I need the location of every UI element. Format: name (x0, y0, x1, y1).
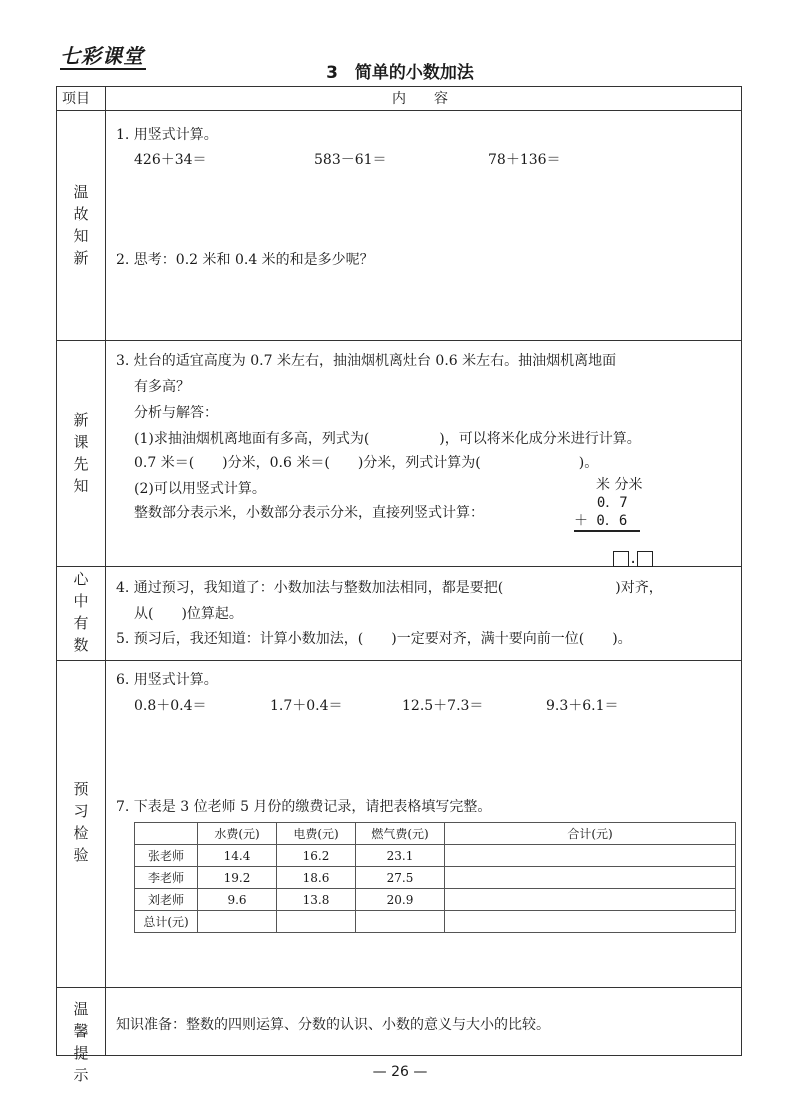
section-divider (56, 340, 742, 341)
header-item: 项目 (62, 91, 90, 107)
table-cell-blank[interactable] (277, 911, 356, 933)
answer-box-decimal[interactable] (637, 551, 653, 567)
table-cell-blank[interactable] (356, 911, 445, 933)
question-1-expr-2: 583－61＝ (314, 152, 387, 168)
answer-decimal-point: . (628, 551, 638, 567)
header-divider (56, 110, 742, 111)
section-label-char: 检 (73, 824, 89, 842)
question-3-line-5: 0.7 米＝( )分米，0.6 米＝( )分米，列式计算为( )。 (134, 455, 599, 471)
question-3-line-6: (2)可以用竖式计算。 (134, 481, 266, 497)
question-6-label: 6. 用竖式计算。 (116, 672, 218, 688)
question-3-line-7: 整数部分表示米，小数部分表示分米，直接列竖式计算： (134, 505, 484, 521)
question-3-line-3: 分析与解答： (134, 405, 218, 421)
table-cell: 27.5 (356, 867, 445, 889)
table-header-cell: 电费(元) (277, 823, 356, 845)
section-label-char: 数 (73, 636, 89, 654)
question-4-line-1: 4. 通过预习，我知道了：小数加法与整数加法相同，都是要把( )对齐， (116, 580, 663, 596)
section-label-new (57, 409, 105, 497)
table-cell: 李老师 (135, 867, 198, 889)
column-divider (105, 86, 106, 1056)
question-3-line-2: 有多高？ (134, 379, 190, 395)
section-label-char: 习 (73, 802, 89, 820)
question-6-expr-2: 1.7＋0.4＝ (270, 698, 343, 714)
vertical-calc-header: 米 分米 (596, 477, 643, 493)
question-6-expr-4: 9.3＋6.1＝ (546, 698, 619, 714)
vertical-calc-row-2: ＋ 0．6 (574, 513, 628, 529)
section-label-check (57, 778, 105, 866)
table-cell: 9.6 (198, 889, 277, 911)
table-cell: 刘老师 (135, 889, 198, 911)
section-label-char: 馨 (73, 1022, 89, 1040)
table-cell: 16.2 (277, 845, 356, 867)
table-header-cell: 合计(元) (445, 823, 736, 845)
table-row (135, 911, 736, 933)
section-label-char: 课 (73, 433, 89, 451)
page-number: — 26 — (372, 1064, 428, 1080)
section-label-char: 有 (73, 614, 89, 632)
section-label-review (57, 181, 105, 269)
section-label-char: 提 (73, 1044, 89, 1062)
table-header-cell: 燃气费(元) (356, 823, 445, 845)
section-label-char: 中 (73, 592, 89, 610)
header-content: 内 容 (392, 91, 448, 107)
section-label-char: 温 (73, 1000, 89, 1018)
table-cell-blank[interactable] (445, 867, 736, 889)
page-title: 3 简单的小数加法 (326, 63, 474, 83)
table-header-row (135, 823, 736, 845)
table-row (135, 889, 736, 911)
section-label-char: 预 (73, 780, 89, 798)
question-1-expr-3: 78＋136＝ (488, 152, 561, 168)
answer-box-integer[interactable] (613, 551, 629, 567)
question-6-expr-1: 0.8＋0.4＝ (134, 698, 207, 714)
table-row (135, 845, 736, 867)
table-cell: 总计(元) (135, 911, 198, 933)
vertical-calc-row-1: 0．7 (580, 495, 628, 511)
tip-text: 知识准备：整数的四则运算、分数的认识、小数的意义与大小的比较。 (116, 1017, 550, 1033)
table-header-cell: 水费(元) (198, 823, 277, 845)
table-cell: 13.8 (277, 889, 356, 911)
table-row (135, 867, 736, 889)
table-cell: 张老师 (135, 845, 198, 867)
table-cell-blank[interactable] (445, 911, 736, 933)
table-cell-blank[interactable] (445, 845, 736, 867)
table-header-cell (135, 823, 198, 845)
table-cell: 18.6 (277, 867, 356, 889)
table-cell: 14.4 (198, 845, 277, 867)
fee-table (134, 822, 736, 933)
section-label-char: 知 (73, 227, 89, 245)
question-5: 5. 预习后，我还知道：计算小数加法，( )一定要对齐，满十要向前一位( )。 (116, 631, 632, 647)
vertical-calc-answer (596, 532, 653, 568)
question-2: 2. 思考：0.2 米和 0.4 米的和是多少呢？ (116, 252, 374, 268)
section-label-char: 故 (73, 205, 89, 223)
section-divider (56, 660, 742, 661)
section-label-char: 先 (73, 455, 89, 473)
question-1-expr-1: 426＋34＝ (134, 152, 207, 168)
section-label-char: 心 (73, 570, 89, 588)
section-label-char: 验 (73, 846, 89, 864)
section-label-mind (57, 568, 105, 656)
question-7-label: 7. 下表是 3 位老师 5 月份的缴费记录，请把表格填写完整。 (116, 799, 492, 815)
section-label-char: 新 (73, 411, 89, 429)
table-cell: 23.1 (356, 845, 445, 867)
brand-logo: 七彩课堂 (60, 44, 144, 68)
table-cell: 20.9 (356, 889, 445, 911)
section-divider (56, 987, 742, 988)
section-label-char: 知 (73, 477, 89, 495)
section-label-char: 示 (73, 1066, 89, 1084)
table-cell-blank[interactable] (445, 889, 736, 911)
table-cell-blank[interactable] (198, 911, 277, 933)
question-3-line-4: (1)求抽油烟机离地面有多高，列式为( )，可以将米化成分米进行计算。 (134, 431, 641, 447)
question-4-line-2: 从( )位算起。 (134, 606, 243, 622)
section-label-char: 温 (73, 183, 89, 201)
table-cell: 19.2 (198, 867, 277, 889)
question-3-line-1: 3. 灶台的适宜高度为 0.7 米左右，抽油烟机离灶台 0.6 米左右。抽油烟机离地面 (116, 353, 617, 369)
section-label-char: 新 (73, 249, 89, 267)
question-6-expr-3: 12.5＋7.3＝ (402, 698, 484, 714)
question-1-label: 1. 用竖式计算。 (116, 127, 218, 143)
